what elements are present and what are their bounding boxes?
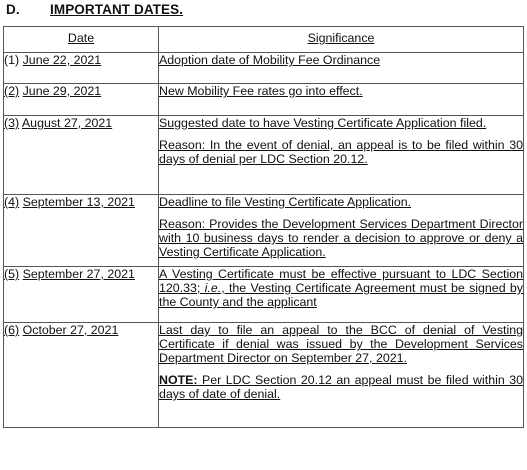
- ie-italic: i.e.: [204, 281, 222, 295]
- date-cell: [4, 323, 159, 428]
- significance-cell: [159, 84, 524, 116]
- significance-text: Adoption date of Mobility Fee Ordinance: [159, 53, 381, 67]
- table-row: [4, 195, 524, 267]
- date-cell: [4, 53, 159, 84]
- significance-text: Suggested date to have Vesting Certificate Application filed.: [159, 116, 487, 130]
- significance-text: Deadline to file Vesting Certificate Application.: [159, 195, 412, 209]
- date-cell: [4, 116, 159, 195]
- significance-text: Last day to file an appeal to the BCC of denial of Vesting Certificate if denial was issued by the Development Services Department Director on September 27, 2021.: [159, 323, 523, 365]
- header-significance: Significance: [159, 27, 524, 53]
- row-date: June 29, 2021: [22, 84, 102, 98]
- section-title: IMPORTANT DATES.: [50, 2, 184, 17]
- row-date: June 22, 2021: [22, 53, 102, 67]
- date-cell: [4, 267, 159, 323]
- significance-cell: [159, 267, 524, 323]
- significance-cell: [159, 53, 524, 84]
- row-date: August 27, 2021: [21, 116, 113, 130]
- row-number: (2): [4, 84, 20, 98]
- row-number: (3): [4, 116, 20, 130]
- table-row: [4, 267, 524, 323]
- table-header-row: [4, 27, 524, 53]
- reason-text: Reason: Provides the Development Services Department Director with 10 business days to render a decision to approve or deny a Vesting Certificate Application.: [159, 217, 523, 259]
- significance-text: A Vesting Certificate must be effective pursuant to LDC Section 120.33; i.e., the Vesting Certificate Agreement must be signed by the County and the applicant: [159, 267, 523, 309]
- row-number: (1): [4, 53, 20, 67]
- note-text: NOTE: Per LDC Section 20.12 an appeal must be filed within 30 days of date of denial.: [159, 373, 523, 401]
- header-date: Date: [4, 27, 159, 53]
- table-row: [4, 116, 524, 195]
- row-number: (5): [4, 267, 20, 281]
- note-label: NOTE:: [159, 373, 198, 387]
- row-number: (4): [4, 195, 20, 209]
- row-date: September 27, 2021: [22, 267, 135, 281]
- table-row: [4, 53, 524, 84]
- significance-cell: [159, 195, 524, 267]
- table-row: [4, 84, 524, 116]
- row-number: (6): [4, 323, 20, 337]
- date-cell: [4, 195, 159, 267]
- significance-cell: [159, 116, 524, 195]
- significance-text: New Mobility Fee rates go into effect.: [159, 84, 363, 98]
- reason-text: Reason: In the event of denial, an appeal is to be filed within 30 days of denial per LDC Section 20.12.: [159, 138, 523, 166]
- date-cell: [4, 84, 159, 116]
- important-dates-table: [3, 26, 524, 428]
- row-date: October 27, 2021: [22, 323, 119, 337]
- significance-cell: [159, 323, 524, 428]
- table-row: [4, 323, 524, 428]
- row-date: September 13, 2021: [22, 195, 135, 209]
- section-letter: D.: [6, 2, 20, 17]
- section-heading: [6, 2, 183, 17]
